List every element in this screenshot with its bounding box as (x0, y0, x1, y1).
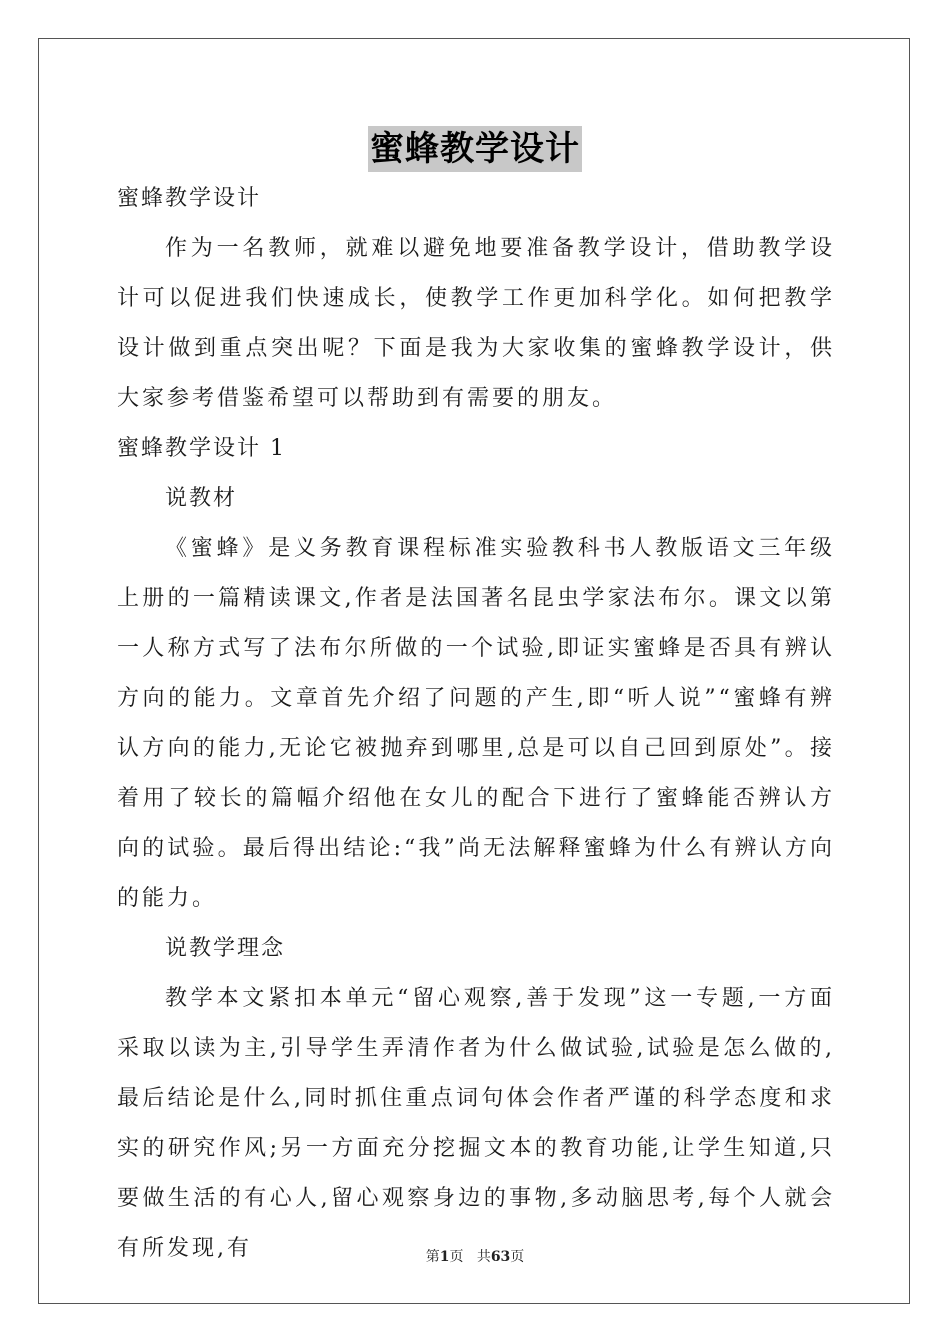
page-suffix: 页 (449, 1249, 464, 1265)
textbook-paragraph: 《蜜蜂》是义务教育课程标准实验教科书人教版语文三年级上册的一篇精读课文,作者是法国著名昆虫学家法布尔。课文以第一人称方式写了法布尔所做的一个试验,即证实蜜蜂是否具有辨认方向的能力。文章首先介绍了问题的产生,即“听人说”“蜜蜂有辨认方向的能力,无论它被抛弃到哪里,总是可以自己回到原处”。接着用了较长的篇幅介绍他在女儿的配合下进行了蜜蜂能否辨认方向的试验。最后得出结论:“我”尚无法解释蜜蜂为什么有辨认方向的能力。 (117, 536, 835, 911)
current-page-number: 1 (439, 1249, 450, 1265)
page-footer (0, 1246, 950, 1266)
document-body (117, 174, 835, 1274)
document-subtitle: 蜜蜂教学设计 (117, 186, 262, 211)
total-page-number: 63 (490, 1249, 511, 1265)
title-container (0, 126, 950, 172)
page-prefix: 第 (425, 1249, 440, 1265)
section-heading-1: 蜜蜂教学设计 1 (117, 436, 286, 461)
teaching-concept-paragraph: 教学本文紧扣本单元“留心观察,善于发现”这一专题,一方面采取以读为主,引导学生弄清作者为什么做试验,试验是怎么做的,最后结论是什么,同时抓住重点词句体会作者严谨的科学态度和求实的研究作风;另一方面充分挖掘文本的教育功能,让学生知道,只要做生活的有心人,留心观察身边的事物,多动脑思考,每个人就会有所发现,有 (117, 986, 835, 1261)
total-suffix: 页 (510, 1249, 525, 1265)
subsection-heading-textbook: 说教材 (165, 486, 238, 511)
intro-paragraph: 作为一名教师，就难以避免地要准备教学设计，借助教学设计可以促进我们快速成长，使教学工作更加科学化。如何把教学设计做到重点突出呢？下面是我为大家收集的蜜蜂教学设计，供大家参考借鉴希望可以帮助到有需要的朋友。 (117, 236, 835, 411)
total-prefix: 共 (476, 1249, 491, 1265)
document-title: 蜜蜂教学设计 (368, 126, 582, 172)
subsection-heading-teaching-concept: 说教学理念 (165, 936, 286, 961)
